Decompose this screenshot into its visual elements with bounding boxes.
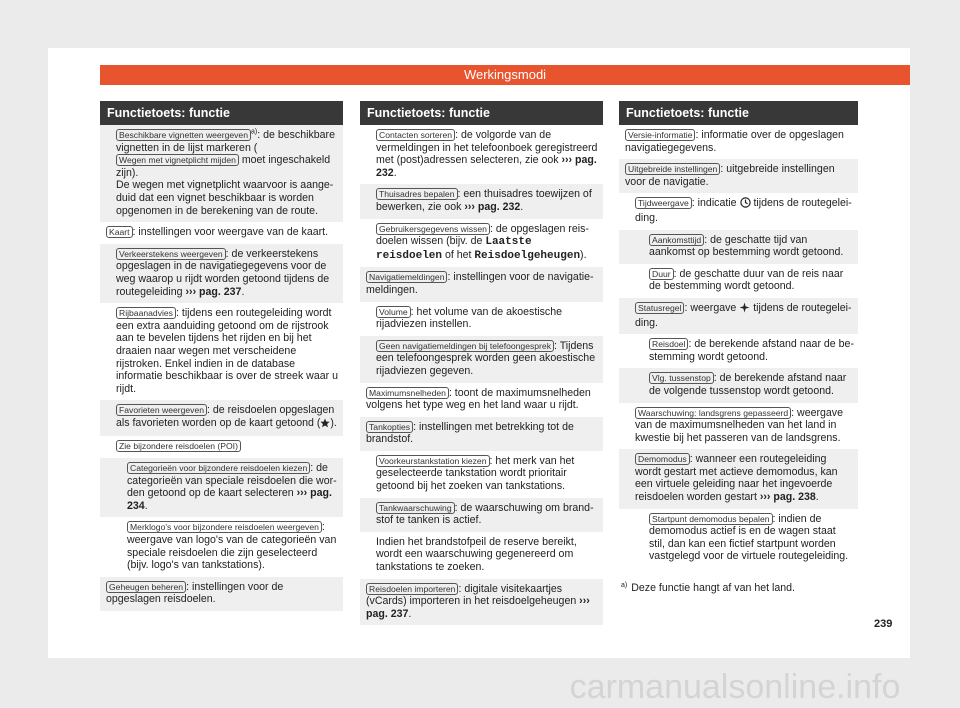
table-row [100,244,343,303]
function-key-label: Volume [376,306,411,318]
row-text: moet ingeschakeld zijn). [116,154,331,179]
row-text: : informatie over de opgeslagen navigatiegegevens. [625,129,844,154]
function-key-label: Tankopties [366,421,413,433]
row-text: : uitgebreide instellingen voor de navigatie. [625,163,835,188]
table-row [360,219,603,268]
watermark-text: carmanualsonline.info [569,668,901,706]
row-text: : weergave [684,301,740,314]
function-key-label: Maximumsnelheden [366,387,449,399]
table-row [619,449,858,508]
function-key-label: Kaart [106,226,133,238]
row-text: ). [330,416,337,429]
table-row [619,403,858,450]
function-key-label: Waarschuwing: landsgrens gepasseerd [635,407,791,419]
function-key-label: Thuisadres bepalen [376,188,458,200]
row-text: . [393,166,397,179]
watermark [0,660,960,708]
column-header: Functietoets: functie [619,101,858,125]
table-row [360,417,603,451]
row-text: : de waarschuwing om brandstof te tanken is actief. [376,501,594,527]
footnote-mark: a) [621,581,628,589]
function-key-label: Tankwaarschuwing [376,502,455,514]
row-text: : het volume van de akoestische rijadviezen instellen. [376,305,563,331]
row-text: : de verkeerstekens opgeslagen in de navigatiegegevens voor de weg waarop u rijdt worden getoond tijdens de routegeleiding [116,247,330,298]
table-row [360,184,603,218]
row-text: ). [580,248,587,261]
page-number: 239 [874,618,893,630]
function-key-label: Rijbaanadvies [116,307,176,319]
table-row [100,400,343,436]
row-text: : de reisdoelen opgeslagen als favorieten worden op de kaart getoond ( [116,404,335,429]
function-key-label: Startpunt demomodus bepalen [649,513,773,525]
clock-icon [740,197,751,212]
row-text: : de geschatte duur van de reis naar de bestemming wordt getoond. [649,267,844,293]
footnote-mark: a) [251,128,258,136]
row-text: : toont de maximumsnelheden volgens het type weg en het land waar u rijdt. [366,386,591,412]
section-title: Werkingsmodi [463,67,547,82]
menu-name: Laatste reisdoelen [376,236,532,262]
row-text: : weergave van logo's van de categorieën van speciale reisdoelen die zijn geselecteerd (bijv. logo's van tankstations). [127,521,337,572]
page-reference: ››› pag. 232 [464,200,521,213]
row-text: : weergave van de maximumsnelheden van het land in kwestie bij het passeren van de landsgrens. [635,406,843,444]
function-key-label: Duur [649,268,674,280]
table-row [619,193,858,229]
row-text: tijdens de routegeleiding. [635,197,852,224]
table-column-2 [360,101,603,625]
footnote-text: Deze functie hangt af van het land. [631,582,795,595]
row-text: Indien het brandstofpeil de reserve bereikt, wordt een waarschuwing gegenereerd om tankstations te zoeken. [376,535,577,574]
function-key-label: Reisdoel [649,338,688,350]
row-text: : de volgorde van de vermeldingen in het telefoonboek geregistreerd met (post)adressen selecteren, zie ook [376,129,598,167]
table-row [619,509,858,568]
row-text: : wanneer een routegeleiding wordt gestart met actieve demomodus, kan een virtuele geleiding naar het ingevoerde reisdoelen worden gestart [635,453,838,504]
row-text: . [408,607,412,620]
page-reference: ››› pag. 237 [366,595,590,620]
table-row [100,222,343,244]
table-row [619,159,858,193]
table-row [360,383,603,417]
function-key-label: Gebruikersgegevens wissen [376,223,490,235]
row-text: De wegen met vignetplicht waarvoor is aangeduid dat een vignet beschikbaar is worden opgenomen in de berekening van de route. [116,179,334,217]
function-key-label: Geen navigatiemeldingen bij telefoongesprek [376,340,554,352]
table-row [619,264,858,298]
row-text: : het merk van het geselecteerde tankstation wordt prioritair getoond bij het zoeken van tankstations. [376,454,575,493]
row-text: . [241,285,245,298]
function-key-label: Zie bijzondere reisdoelen (POI) [116,440,241,452]
table-row [100,125,343,222]
table-row [360,451,603,498]
table-row [619,334,858,368]
row-text: : instellingen voor de opgeslagen reisdoelen. [106,580,284,606]
column-header: Functietoets: functie [100,101,343,125]
table-row [619,368,858,402]
row-text: . [144,499,148,512]
function-key-label: Tijdweergave [635,197,692,209]
row-text: of het [442,248,475,261]
table-row [360,125,603,184]
row-text: tijdens de routegeleiding. [635,301,852,329]
row-text: : de berekende afstand naar de volgende tussenstop wordt getoond. [649,372,847,397]
table-row [619,230,858,264]
row-text: : de berekende afstand naar de bestemming wordt getoond. [649,338,854,363]
table-row [360,579,603,626]
row-text: : de categorieën van speciale reisdoelen die worden getoond op de kaart selecteren [127,462,337,500]
function-key-label: Vlg. tussenstop [649,372,714,384]
function-key-label: Beschikbare vignetten weergeven [116,129,251,141]
table-row [100,458,343,517]
menu-name: Reisdoelgeheugen [474,249,581,262]
page-reference: ››› pag. 237 [185,285,242,298]
function-key-label: Wegen met vignetplicht mijden [116,154,239,166]
compass-icon [739,302,750,317]
row-text: : de opgeslagen reisdoelen wissen (bijv. de [376,222,589,248]
table-column-3 [619,101,858,594]
function-key-label: Uitgebreide instellingen [625,163,720,175]
function-key-label: Versie-informatie [625,129,695,141]
function-key-label: Favorieten weergeven [116,404,207,416]
row-text: : instellingen voor de navigatiemeldingen. [366,271,594,296]
row-text: : tijdens een routegeleiding wordt een extra aanduiding getoond om de rijstrook aan te bevelen tijdens het rijden en bij het draaien naar wegen met verscheidene rijstroken. Enkel indien in de database informatie beschikbaar is over de streek waar u rijdt. [116,307,338,395]
column-header: Functietoets: functie [360,101,603,125]
row-text: . [815,491,819,504]
row-text: . [520,200,524,213]
page-reference: ››› pag. 232 [376,154,597,179]
row-text: : indien de demomodus actief is en de wagen staat stil, dan kan een fictief startpunt worden vastgelegd voor de virtuele routegeleiding. [649,512,849,563]
table-column-1 [100,101,343,611]
table-row [360,336,603,383]
table-row [360,532,603,579]
table-row [100,577,343,611]
function-key-label: Merklogo's voor bijzondere reisdoelen weergeven [127,521,322,533]
table-row [619,298,858,334]
function-key-label: Verkeerstekens weergeven [116,248,226,260]
table-row [360,498,603,532]
function-key-label: Reisdoelen importeren [366,583,458,595]
table-row [360,302,603,336]
manual-page [48,48,910,658]
page-reference: ››› pag. 234 [127,487,332,512]
table-row [619,125,858,159]
row-text: : de beschikbare vignetten in de lijst markeren ( [116,129,335,154]
table-row [100,303,343,400]
page-reference: ››› pag. 238 [759,491,816,504]
row-text: : indicatie [691,197,740,210]
function-key-label: Aankomsttijd [649,234,704,246]
row-text: : digitale visitekaartjes (vCards) importeren in het reisdoelgeheugen [366,582,580,608]
table-row [360,267,603,301]
table-row [100,436,343,458]
row-text: : instellingen met betrekking tot de brandstof. [366,420,574,446]
function-key-label: Geheugen beheren [106,581,186,593]
function-key-label: Voorkeurstankstation kiezen [376,455,490,467]
watermark-logo [0,660,960,708]
footnote [619,582,858,594]
table-row [100,517,343,576]
star-icon [320,418,330,432]
function-key-label: Demomodus [635,453,690,465]
row-text: : een thuisadres toewijzen of bewerken, zie ook [376,188,592,213]
function-key-label: Navigatiemeldingen [366,271,447,283]
function-key-label: Statusregel [635,302,684,314]
row-text: : de geschatte tijd van aankomst op bestemming wordt getoond. [649,233,844,259]
row-text: : Tijdens een telefoongesprek worden geen akoestische rijadviezen gegeven. [376,339,596,377]
section-title-bar [100,65,910,85]
function-key-label: Categorieën voor bijzondere reisdoelen kiezen [127,462,310,474]
function-key-label: Contacten sorteren [376,129,455,141]
row-text: : instellingen voor weergave van de kaart. [132,226,329,239]
